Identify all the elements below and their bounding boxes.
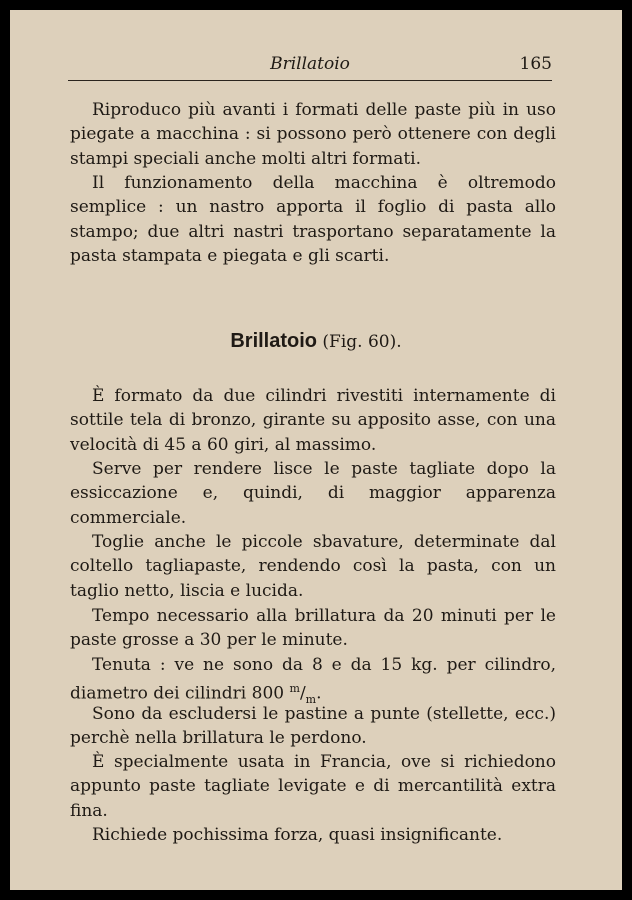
intro-paragraph-1: Riproduco più avanti i formati delle paste più in uso piegate a macchina : si possono però ottenere con degli stampi speciali anche molti altri formati. bbox=[70, 100, 556, 169]
book-page bbox=[10, 10, 622, 890]
figure-reference: (Fig. 60). bbox=[322, 332, 402, 352]
body-paragraph-2: Serve per rendere lisce le paste tagliate dopo la essiccazione e, quindi, di maggior apparenza commerciale. bbox=[70, 459, 556, 528]
intro-paragraph-2: Il funzionamento della macchina è oltremodo semplice : un nastro apporta il foglio di pasta allo stampo; due altri nastri trasportano separatamente la pasta stampata e piegata e gli scarti. bbox=[70, 173, 556, 267]
running-title: Brillatoio bbox=[270, 54, 350, 74]
body-paragraph-5: Tenuta : ve ne sono da 8 e da 15 kg. per cilindro, diametro dei cilindri 800 $^m/_m$. bbox=[70, 655, 556, 707]
body-paragraph-4: Tempo necessario alla brillatura da 20 minuti per le paste grosse a 30 per le minute. bbox=[70, 606, 556, 651]
body-paragraph-5-text: Tenuta : ve ne sono da 8 e da 15 kg. per cilindro, diametro dei cilindri 800 bbox=[70, 655, 556, 705]
unit-numerator: m bbox=[289, 682, 300, 696]
unit-denominator: m bbox=[305, 693, 317, 707]
body-paragraph-5-end: . bbox=[316, 684, 322, 705]
body-paragraph-7: È specialmente usata in Francia, ove si richiedono appunto paste tagliate levigate e di mercantilità extra fina. bbox=[70, 752, 556, 821]
section-title: Brillatoio bbox=[230, 330, 318, 352]
page-header bbox=[68, 46, 552, 81]
body-paragraph-8: Richiede pochissima forza, quasi insignificante. bbox=[92, 825, 503, 845]
body-paragraph-6: Sono da escludersi le pastine a punte (stellette, ecc.) perchè nella brillatura le perdono. bbox=[70, 704, 556, 749]
section-heading bbox=[10, 330, 622, 353]
page-number: 165 bbox=[519, 54, 552, 74]
body-paragraph-1: È formato da due cilindri rivestiti internamente di sottile tela di bronzo, girante su apposito asse, con una velocità di 45 a 60 giri, al massimo. bbox=[70, 386, 556, 455]
body-paragraph-3: Toglie anche le piccole sbavature, determinate dal coltello tagliapaste, rendendo così la pasta, con un taglio netto, liscia e lucida. bbox=[70, 532, 556, 601]
